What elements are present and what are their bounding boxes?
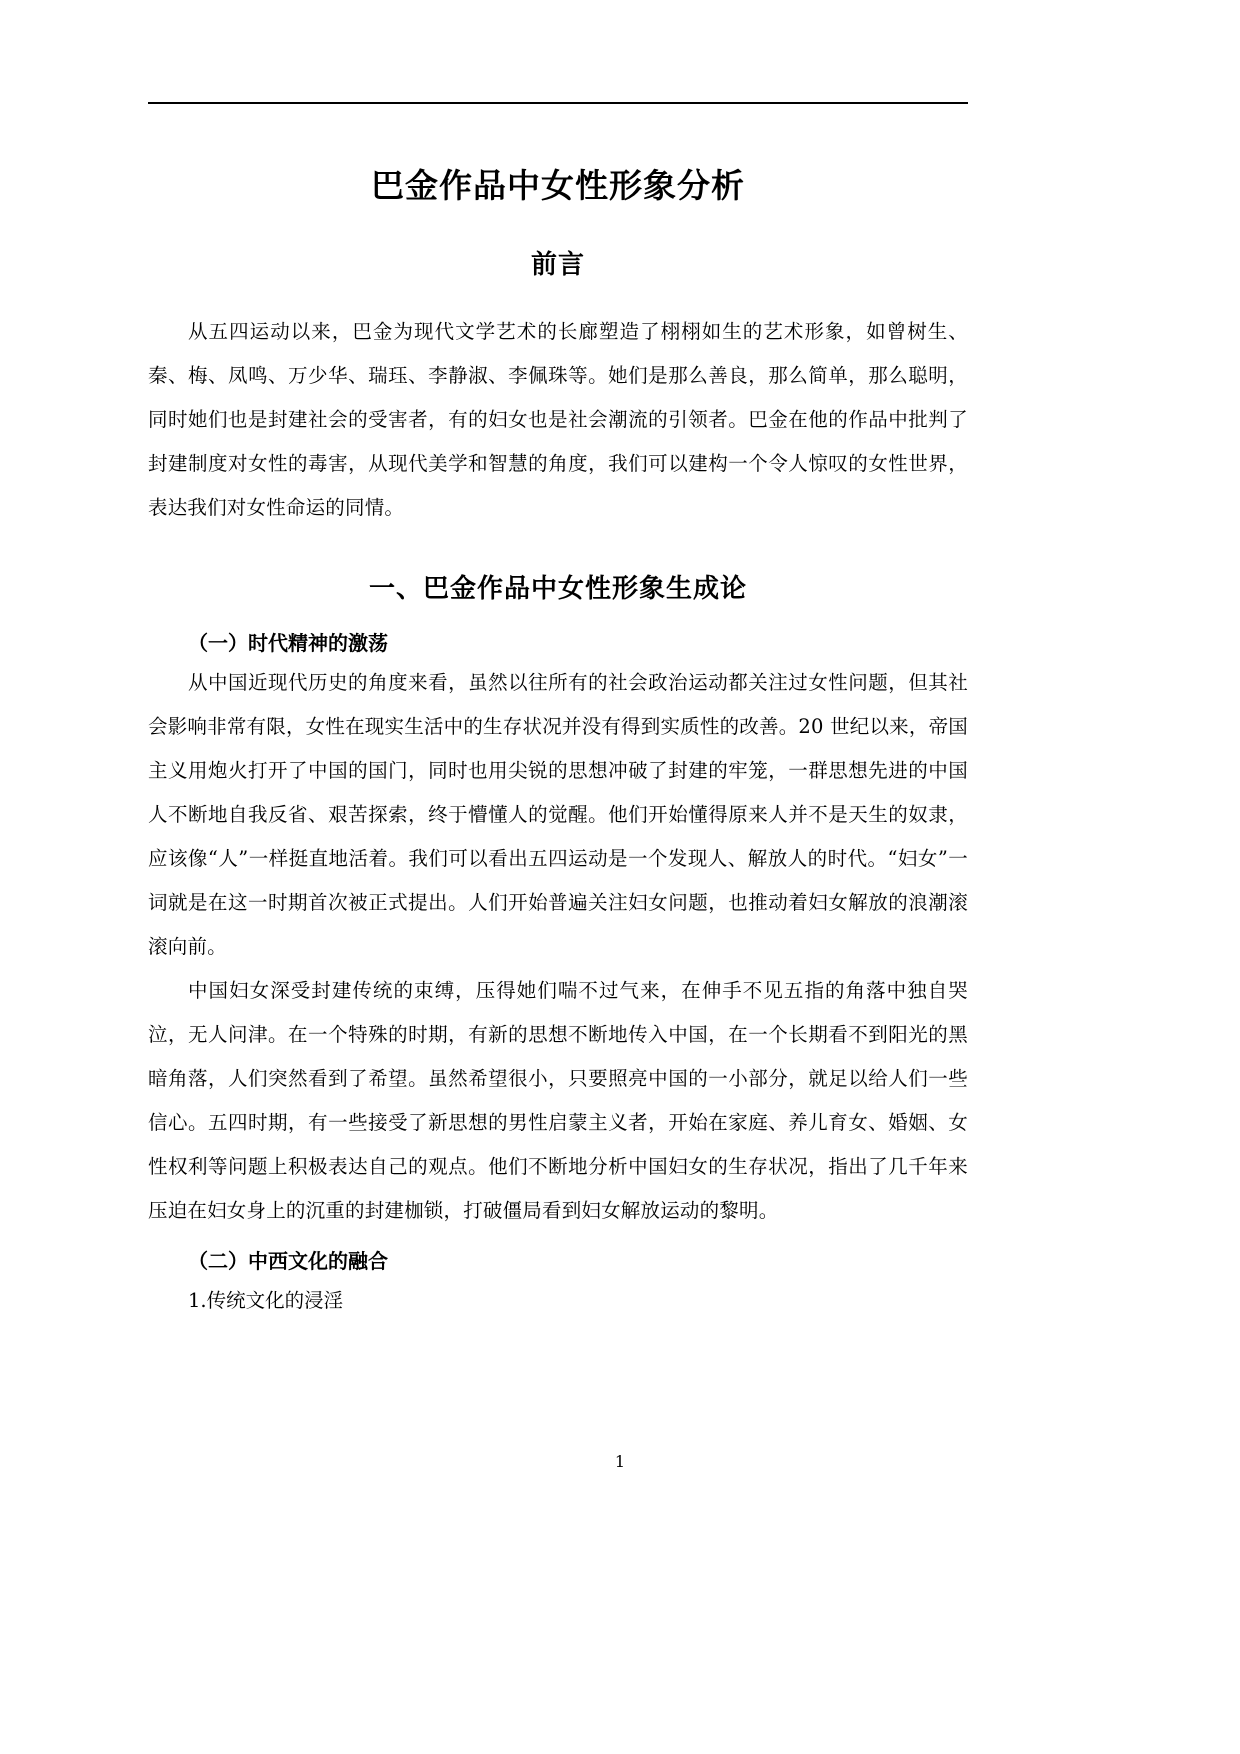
page-number: 1 <box>614 1452 626 1471</box>
header-rule-divider <box>148 102 968 104</box>
section-heading-one: 一、巴金作品中女性形象生成论 <box>368 573 747 604</box>
subsection-1-1-paragraph-1: 从中国近现代历史的角度来看，虽然以往所有的社会政治运动都关注过女性问题，但其社会影响非常有限，女性在现实生活中的生存状况并没有得到实质性的改善。20 世纪以来，帝国主义用炮火打开了中国的国门，同时也用尖锐的思想冲破了封建的牢笼，一群思想先进的中国人不断地自我反省、艰苦探索，终于懵懂人的觉醒。他们开始懂得原来人并不是天生的奴隶，应该像“人”一样挺直地活着。我们可以看出五四运动是一个发现人、解放人的时代。“妇女”一词就是在这一时期首次被正式提出。人们开始普遍关注妇女问题，也推动着妇女解放的浪潮滚滚向前。 <box>148 670 968 958</box>
page-title: 巴金作品中女性形象分析 <box>371 167 745 204</box>
preface-paragraph: 从五四运动以来，巴金为现代文学艺术的长廊塑造了栩栩如生的艺术形象，如曾树生、秦、梅、凤鸣、万少华、瑞珏、李静淑、李佩珠等。她们是那么善良，那么简单，那么聪明，同时她们也是封建社会的受害者，有的妇女也是社会潮流的引领者。巴金在他的作品中批判了封建制度对女性的毒害，从现代美学和智慧的角度，我们可以建构一个令人惊叹的女性世界，表达我们对女性命运的同情。 <box>148 320 968 520</box>
subsection-1-1-paragraph-2: 中国妇女深受封建传统的束缚，压得她们喘不过气来，在伸手不见五指的角落中独自哭泣，无人问津。在一个特殊的时期，有新的思想不断地传入中国，在一个长期看不到阳光的黑暗角落，人们突然看到了希望。虽然希望很小，只要照亮中国的一小部分，就足以给人们一些信心。五四时期，有一些接受了新思想的男性启蒙主义者，开始在家庭、养儿育女、婚姻、女性权利等问题上积极表达自己的观点。他们不断地分析中国妇女的生存状况，指出了几千年来压迫在妇女身上的沉重的封建枷锁，打破僵局看到妇女解放运动的黎明。 <box>148 978 968 1222</box>
subsection-1-2-item-1: 1.传统文化的浸淫 <box>188 1288 344 1312</box>
subsection-heading-1-1: （一）时代精神的激荡 <box>188 632 388 655</box>
preface-heading: 前言 <box>530 248 585 279</box>
document-body <box>148 140 968 1323</box>
subsection-heading-1-2: （二）中西文化的融合 <box>188 1250 388 1273</box>
